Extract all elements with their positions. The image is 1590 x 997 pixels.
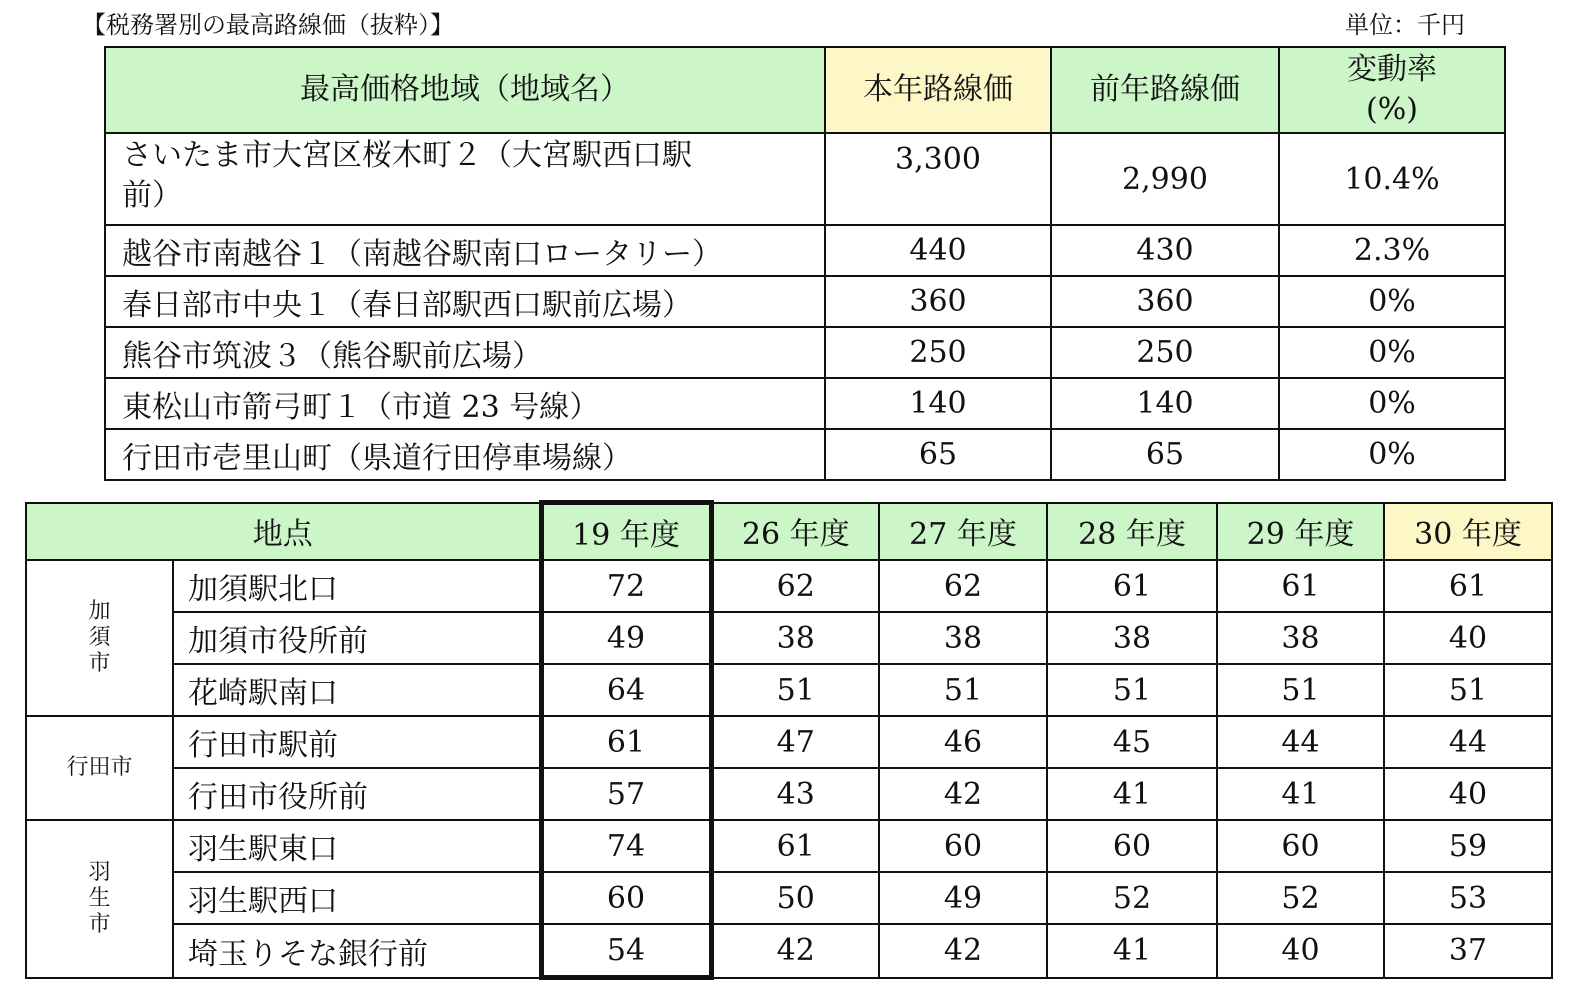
value-cell: 51 (1384, 664, 1552, 716)
table-row (26, 612, 1552, 664)
table-row (105, 276, 1505, 327)
value-cell: 61 (1217, 560, 1384, 612)
value-cell: 43 (711, 768, 879, 820)
place-name: 埼玉りそな銀行前 (173, 924, 541, 978)
area-name: さいたま市大宮区桜木町２（大宮駅西口駅 前） (105, 133, 825, 225)
table-row (105, 429, 1505, 480)
value-cell: 51 (1217, 664, 1384, 716)
table-row (26, 560, 1552, 612)
previous-price: 2,990 (1051, 133, 1279, 225)
value-cell: 40 (1217, 924, 1384, 978)
change-rate: 0% (1279, 327, 1505, 378)
header-previous-price: 前年路線価 (1051, 47, 1279, 133)
top-route-price-table (104, 46, 1506, 481)
value-cell: 54 (541, 924, 711, 978)
header-year-26: 26 年度 (711, 503, 879, 561)
place-name: 行田市駅前 (173, 716, 541, 768)
value-cell: 47 (711, 716, 879, 768)
table-row (105, 225, 1505, 276)
value-cell: 52 (1217, 872, 1384, 924)
table-row (26, 664, 1552, 716)
area-name: 熊谷市筑波３（熊谷駅前広場） (105, 327, 825, 378)
table-row (26, 872, 1552, 924)
previous-price: 430 (1051, 225, 1279, 276)
city-kazo: 加須市 (26, 560, 173, 716)
previous-price: 140 (1051, 378, 1279, 429)
unit-label: 単位：千円 (1345, 11, 1465, 39)
header-area: 最高価格地域（地域名） (105, 47, 825, 133)
value-cell: 41 (1047, 924, 1217, 978)
place-name: 羽生駅東口 (173, 820, 541, 872)
area-name: 越谷市南越谷１（南越谷駅南口ロータリー） (105, 225, 825, 276)
document-title: 【税務署別の最高路線価（抜粋）】 (82, 11, 454, 39)
value-cell: 38 (711, 612, 879, 664)
table-row (105, 327, 1505, 378)
place-name: 加須駅北口 (173, 560, 541, 612)
value-cell: 44 (1217, 716, 1384, 768)
value-cell: 40 (1384, 612, 1552, 664)
header-year-28: 28 年度 (1047, 503, 1217, 561)
value-cell: 61 (711, 820, 879, 872)
value-cell: 50 (711, 872, 879, 924)
value-cell: 61 (1384, 560, 1552, 612)
value-cell: 42 (879, 924, 1047, 978)
place-name: 加須市役所前 (173, 612, 541, 664)
value-cell: 46 (879, 716, 1047, 768)
current-price: 140 (825, 378, 1051, 429)
place-name: 花崎駅南口 (173, 664, 541, 716)
value-cell: 38 (1047, 612, 1217, 664)
table-row (26, 768, 1552, 820)
area-name: 春日部市中央１（春日部駅西口駅前広場） (105, 276, 825, 327)
value-cell: 59 (1384, 820, 1552, 872)
value-cell: 38 (879, 612, 1047, 664)
header-year-29: 29 年度 (1217, 503, 1384, 561)
place-name: 羽生駅西口 (173, 872, 541, 924)
value-cell: 49 (541, 612, 711, 664)
header-year-30: 30 年度 (1384, 503, 1552, 561)
previous-price: 360 (1051, 276, 1279, 327)
value-cell: 62 (711, 560, 879, 612)
value-cell: 37 (1384, 924, 1552, 978)
city-gyoda: 行田市 (26, 716, 173, 820)
table-row (26, 716, 1552, 768)
yearly-price-table (25, 500, 1553, 980)
value-cell: 38 (1217, 612, 1384, 664)
table-row (105, 133, 1505, 225)
header-current-price: 本年路線価 (825, 47, 1051, 133)
current-price: 440 (825, 225, 1051, 276)
table-row (26, 820, 1552, 872)
value-cell: 40 (1384, 768, 1552, 820)
value-cell: 42 (711, 924, 879, 978)
current-price: 360 (825, 276, 1051, 327)
change-rate: 0% (1279, 378, 1505, 429)
previous-price: 65 (1051, 429, 1279, 480)
header-change-rate: 変動率 (%) (1279, 47, 1505, 133)
value-cell: 52 (1047, 872, 1217, 924)
header-year-27: 27 年度 (879, 503, 1047, 561)
value-cell: 45 (1047, 716, 1217, 768)
value-cell: 49 (879, 872, 1047, 924)
value-cell: 64 (541, 664, 711, 716)
area-name: 行田市壱里山町（県道行田停車場線） (105, 429, 825, 480)
value-cell: 53 (1384, 872, 1552, 924)
value-cell: 74 (541, 820, 711, 872)
value-cell: 61 (541, 716, 711, 768)
current-price: 65 (825, 429, 1051, 480)
table-row (105, 378, 1505, 429)
value-cell: 51 (1047, 664, 1217, 716)
value-cell: 57 (541, 768, 711, 820)
current-price: 250 (825, 327, 1051, 378)
previous-price: 250 (1051, 327, 1279, 378)
value-cell: 60 (1217, 820, 1384, 872)
value-cell: 42 (879, 768, 1047, 820)
change-rate: 2.3% (1279, 225, 1505, 276)
value-cell: 62 (879, 560, 1047, 612)
change-rate: 0% (1279, 429, 1505, 480)
value-cell: 41 (1047, 768, 1217, 820)
value-cell: 44 (1384, 716, 1552, 768)
place-name: 行田市役所前 (173, 768, 541, 820)
table-header-row (105, 47, 1505, 133)
value-cell: 60 (1047, 820, 1217, 872)
value-cell: 41 (1217, 768, 1384, 820)
change-rate: 10.4% (1279, 133, 1505, 225)
table-header-row (26, 503, 1552, 561)
city-hanyu: 羽生市 (26, 820, 173, 978)
header-year-19: 19 年度 (541, 503, 711, 561)
table-row (26, 924, 1552, 978)
value-cell: 60 (879, 820, 1047, 872)
change-rate: 0% (1279, 276, 1505, 327)
value-cell: 60 (541, 872, 711, 924)
value-cell: 51 (879, 664, 1047, 716)
header-place: 地点 (26, 503, 541, 561)
current-price: 3,300 (825, 133, 1051, 225)
value-cell: 72 (541, 560, 711, 612)
value-cell: 51 (711, 664, 879, 716)
value-cell: 61 (1047, 560, 1217, 612)
area-name: 東松山市箭弓町１（市道 23 号線） (105, 378, 825, 429)
